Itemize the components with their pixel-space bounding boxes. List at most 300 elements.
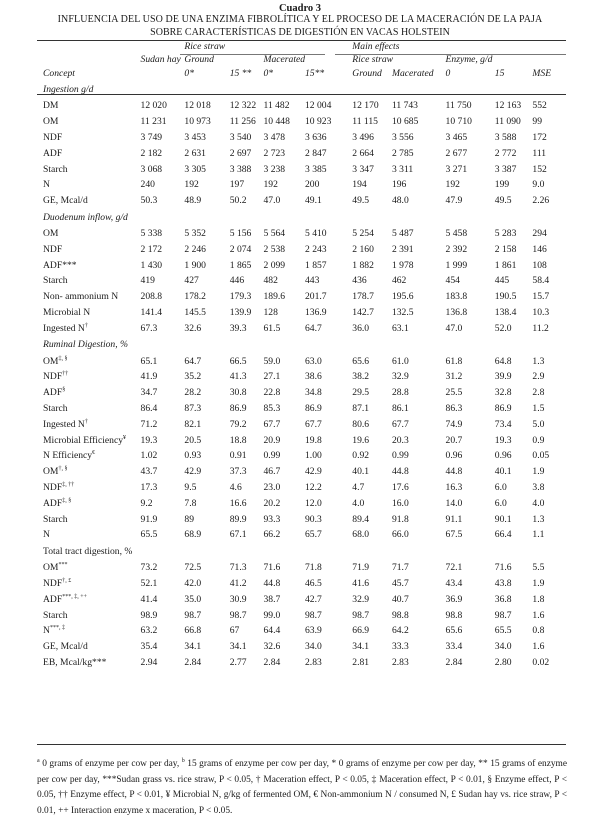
table-cell: 11 231 [140, 116, 167, 128]
row-label-text: OM [43, 227, 59, 239]
table-cell: 10 448 [263, 116, 290, 128]
section-title: Duodenum inflow, g/d [43, 211, 128, 223]
table-cell: 85.3 [263, 402, 281, 414]
table-cell: 86.9 [494, 402, 512, 414]
table-cell: 40.1 [494, 466, 512, 478]
table-cell: 7.8 [184, 497, 197, 509]
table-cell: 98.7 [184, 609, 202, 621]
table-cell: 44.8 [391, 466, 409, 478]
row-label [37, 480, 141, 496]
table-cell: 30.9 [229, 593, 247, 605]
table-row [37, 495, 566, 511]
table-cell: 12 322 [229, 100, 257, 112]
table-number: Cuadro 3 [278, 3, 322, 14]
row-label-text: DM [43, 100, 59, 112]
row-label [37, 130, 141, 146]
table-cell: 65.5 [494, 625, 512, 637]
table-cell: 294 [532, 227, 547, 239]
table-cell: 139.9 [229, 306, 252, 318]
table-cell: 34.8 [305, 387, 322, 399]
table-cell: 98.7 [352, 609, 370, 621]
row-label [37, 607, 141, 623]
table-cell: 27.1 [263, 371, 281, 383]
header-ground: Ground [184, 54, 214, 65]
table-cell: 3 478 [263, 131, 286, 143]
row-label-text: Microbial Efficiency [43, 434, 124, 446]
table-cell: 4.0 [532, 497, 545, 509]
table-cell: 90.1 [494, 513, 512, 525]
table-cell: 0.99 [263, 450, 281, 462]
table-cell: 443 [305, 275, 320, 287]
table-row [37, 353, 566, 369]
table-cell: 86.9 [305, 402, 322, 414]
table-cell: 89.9 [229, 513, 247, 525]
table-row [37, 145, 566, 161]
row-label [37, 527, 141, 543]
footnote-b-marker: b [181, 758, 185, 764]
table-cell: 11 115 [352, 116, 378, 128]
table-cell: 71.6 [263, 562, 281, 574]
table-row [37, 241, 566, 257]
table-cell: 208.8 [140, 291, 163, 303]
row-label-text: NDF [43, 481, 63, 493]
table-cell: 64.2 [391, 625, 409, 637]
table-cell: 2.80 [494, 656, 512, 668]
table-cell: 33.4 [445, 641, 463, 653]
table-cell: 67.7 [305, 418, 322, 430]
row-label-marker: ***, ‡, ++ [62, 593, 87, 600]
table-cell: 15.7 [532, 291, 550, 303]
row-label-text: OM [43, 355, 59, 367]
table-cell: 5.5 [532, 562, 545, 574]
table-cell: 2.26 [532, 195, 550, 207]
table-row [37, 257, 566, 273]
table-cell: 2 158 [494, 243, 517, 255]
table-cell: 1.6 [532, 641, 545, 653]
table-cell: 9.2 [140, 497, 153, 509]
table-row [37, 576, 566, 592]
table-cell: 5 156 [229, 227, 252, 239]
table-cell: 30.8 [229, 387, 247, 399]
table-cell: 67.7 [263, 418, 281, 430]
section-row [37, 543, 566, 560]
table-cell: 63.1 [391, 322, 409, 334]
row-label-marker: *** [58, 562, 68, 569]
row-label-text: ADF [43, 497, 63, 509]
table-cell: 1 430 [140, 259, 163, 271]
table-cell: 9.5 [184, 481, 197, 493]
table-cell: 2 246 [184, 243, 206, 255]
row-label-marker: †, £ [62, 577, 72, 584]
table-cell: 132.5 [391, 306, 414, 318]
table-cell: 65.5 [140, 529, 158, 541]
table-cell: 11 750 [445, 100, 472, 112]
table-cell: 39.3 [229, 322, 247, 334]
table-cell: 3.8 [532, 481, 545, 493]
header-rice-straw: Rice straw [184, 41, 226, 52]
table-cell: 1.3 [532, 513, 545, 525]
table-cell: 18.8 [229, 434, 247, 446]
footnote [37, 757, 567, 819]
table-cell: 32.8 [494, 387, 512, 399]
table-cell: 240 [140, 179, 155, 191]
table-cell: 4.0 [352, 497, 365, 509]
table-cell: 41.9 [140, 371, 158, 383]
table-cell: 16.6 [229, 497, 247, 509]
table-cell: 82.1 [184, 418, 202, 430]
table-cell: 64.7 [184, 355, 202, 367]
table-cell: 61.8 [445, 355, 463, 367]
table-cell: 1.9 [532, 466, 545, 478]
table-cell: 71.9 [352, 562, 370, 574]
row-label-text: N [43, 179, 50, 191]
table-cell: 12 170 [352, 100, 379, 112]
table-cell: 138.4 [494, 306, 517, 318]
table-cell: 12 020 [140, 100, 167, 112]
table-cell: 189.6 [263, 291, 286, 303]
table-cell: 16.0 [391, 497, 409, 509]
table-cell: 0.8 [532, 625, 545, 637]
table-cell: 32.6 [263, 641, 281, 653]
table-cell: 34.0 [494, 641, 512, 653]
table-cell: 1.3 [532, 355, 545, 367]
table-cell: 67.7 [391, 418, 409, 430]
table-cell: 99 [532, 116, 542, 128]
table-cell: 48.9 [184, 195, 202, 207]
table-cell: 3 636 [305, 131, 327, 143]
table-cell: 67.5 [445, 529, 463, 541]
table-cell: 38.7 [263, 593, 281, 605]
table-cell: 63.9 [305, 625, 322, 637]
table-cell: 136.8 [445, 306, 468, 318]
row-label-text: Starch [43, 402, 68, 414]
table-cell: 197 [229, 179, 245, 191]
table-cell: 41.2 [229, 577, 247, 589]
row-label-text: N Efficiency [43, 450, 93, 462]
table-cell: 3 453 [184, 131, 206, 143]
table-cell: 93.3 [263, 513, 281, 525]
table-cell: 142.7 [352, 306, 374, 318]
table-cell: 61.5 [263, 322, 281, 334]
table-cell: 73.4 [494, 418, 512, 430]
table-title-line1: INFLUENCIA DEL USO DE UNA ENZIMA FIBROLÍTICA Y EL PROCESO DE LA MACERACIÓN DE LA PAJA [57, 14, 543, 25]
table-row [37, 98, 566, 114]
row-label-text: NDF [43, 243, 63, 255]
table-cell: 66.9 [352, 625, 370, 637]
table-cell: 66.8 [184, 625, 202, 637]
table-cell: 1 900 [184, 259, 206, 271]
table-cell: 111 [532, 147, 547, 159]
table-cell: 32.9 [352, 593, 370, 605]
table-cell: 2.9 [532, 371, 545, 383]
table-cell: 3 305 [184, 163, 206, 175]
row-label [37, 385, 141, 401]
row-label-text: EB, Mcal/kg*** [43, 656, 107, 668]
table-cell: 2.83 [391, 656, 409, 668]
table-title-line2: SOBRE CARACTERÍSTICAS DE DIGESTIÓN EN VACAS HOLSTEIN [150, 27, 450, 38]
table-cell: 2.77 [229, 656, 247, 668]
table-cell: 3 238 [263, 163, 286, 175]
table-cell: 3 749 [140, 131, 163, 143]
table-cell: 1.00 [305, 450, 322, 462]
table-cell: 65.6 [445, 625, 463, 637]
table-cell: 454 [445, 275, 460, 287]
table-cell: 98.8 [391, 609, 409, 621]
table-cell: 86.3 [445, 402, 463, 414]
table-cell: 44.8 [445, 466, 463, 478]
table-cell: 67.3 [140, 322, 158, 334]
table-row [37, 289, 566, 305]
table-cell: 2 677 [445, 147, 468, 159]
table-cell: 5 352 [184, 227, 206, 239]
table-row [37, 130, 566, 146]
table-cell: 40.1 [352, 466, 370, 478]
row-label-text: N [43, 529, 50, 541]
table-cell: 2.84 [263, 656, 281, 668]
table-cell: 37.3 [229, 466, 247, 478]
table-row [37, 273, 566, 289]
header-sudan-hay: Sudan hay [140, 54, 181, 65]
table-cell: 41.3 [229, 371, 247, 383]
footnote-text: 15 grams of enzyme per cow per day, * 0 grams of enzyme per cow per day, ** 15 grams of enzyme per cow per day, ***Sudan grass vs. rice straw, P < 0.05, † Maceration effect, P < 0.05, ‡ Maceration effect, P < 0.01, § Enzyme effect, P < 0.05, †† Enzyme effect, P < 0.01, ¥ Microbial N, g/kg of fermented OM, € Non-ammonium N / consumed N, £ Sudan hay vs. rice straw, P < 0.01, ++ Interaction enzyme x maceration, P < 0.05. [37, 759, 568, 816]
row-label [37, 369, 141, 385]
table-cell: 178.2 [184, 291, 206, 303]
table-cell: 71.8 [305, 562, 322, 574]
table-cell: 47.0 [263, 195, 281, 207]
table-cell: 71.7 [391, 562, 409, 574]
header-enzyme: Enzyme, g/d [445, 54, 493, 65]
table-cell: 0.92 [352, 450, 370, 462]
table-cell: 98.9 [140, 609, 158, 621]
table-cell: 86.4 [140, 402, 158, 414]
table-cell: 20.3 [391, 434, 409, 446]
table-cell: 4.6 [229, 481, 242, 493]
table-cell: 2.84 [184, 656, 202, 668]
row-label [37, 591, 141, 607]
table-cell: 2 392 [445, 243, 468, 255]
row-label-marker: ¥ [123, 434, 127, 441]
table-cell: 32.6 [184, 322, 202, 334]
table-cell: 36.8 [494, 593, 512, 605]
table-cell: 11.2 [532, 322, 549, 334]
header-sub-3: 15** [305, 68, 325, 79]
table-row [37, 226, 566, 242]
table-cell: 20.2 [263, 497, 281, 509]
row-label [37, 320, 141, 336]
row-label-text: NDF [43, 577, 63, 589]
header-row-1 [37, 40, 566, 53]
table-cell: 5 487 [391, 227, 414, 239]
table-cell: 31.2 [445, 371, 463, 383]
table-cell: 552 [532, 100, 547, 112]
table-row [37, 448, 566, 464]
table-cell: 17.3 [140, 481, 158, 493]
table-cell: 61.0 [391, 355, 409, 367]
table-cell: 2 074 [229, 243, 252, 255]
table-cell: 19.8 [305, 434, 322, 446]
table-cell: 2 772 [494, 147, 517, 159]
table-cell: 44.8 [263, 577, 281, 589]
section-row [37, 209, 566, 226]
table-cell: 20.9 [263, 434, 281, 446]
table-cell: 2 099 [263, 259, 286, 271]
table-body [37, 40, 566, 670]
table-row [37, 320, 566, 336]
table-cell: 71.2 [140, 418, 158, 430]
header-sub-4: Ground [352, 68, 382, 79]
row-label-text: Ingested N [43, 418, 85, 430]
table-cell: 6.0 [494, 497, 507, 509]
table-cell: 12.2 [305, 481, 322, 493]
table-cell: 74.9 [445, 418, 463, 430]
row-label-text: GE, Mcal/d [43, 195, 88, 207]
row-label-text: Starch [43, 513, 68, 525]
table-row [37, 161, 566, 177]
table-cell: 2.81 [352, 656, 370, 668]
table-cell: 3 540 [229, 131, 252, 143]
table-row [37, 193, 566, 209]
row-label [37, 241, 141, 257]
table-cell: 1 857 [305, 259, 327, 271]
table-cell: 3 556 [391, 131, 414, 143]
row-label-marker: ***, ‡ [49, 625, 65, 632]
row-label-text: Microbial N [43, 306, 91, 318]
table-cell: 64.8 [494, 355, 512, 367]
row-label [37, 464, 141, 480]
table-cell: 42.9 [305, 466, 322, 478]
table-cell: 2 243 [305, 243, 327, 255]
table-cell: 71.6 [494, 562, 512, 574]
table-cell: 3 388 [229, 163, 252, 175]
row-label-text: ADF [43, 387, 63, 399]
table-cell: 14.0 [445, 497, 463, 509]
table-cell: 194 [352, 179, 367, 191]
table-cell: 1.6 [532, 609, 545, 621]
table-cell: 86.9 [229, 402, 247, 414]
table-cell: 195.6 [391, 291, 414, 303]
row-label [37, 432, 141, 448]
table-cell: 1.1 [532, 529, 545, 541]
table-cell: 0.02 [532, 656, 550, 668]
table-cell: 35.0 [184, 593, 202, 605]
table-cell: 11 256 [229, 116, 256, 128]
table-cell: 5 283 [494, 227, 517, 239]
table-cell: 2 847 [305, 147, 327, 159]
table-cell: 152 [532, 163, 547, 175]
table-cell: 91.9 [140, 513, 158, 525]
table-cell: 462 [391, 275, 407, 287]
table-cell: 50.3 [140, 195, 158, 207]
table-cell: 98.8 [445, 609, 463, 621]
row-label-text: ADF [43, 147, 63, 159]
table-cell: 48.0 [391, 195, 409, 207]
table-cell: 42.9 [184, 466, 202, 478]
table-cell: 10 685 [391, 116, 419, 128]
table-cell: 65.1 [140, 355, 158, 367]
table-cell: 43.7 [140, 466, 158, 478]
table-cell: 419 [140, 275, 155, 287]
row-label-marker: †† [62, 371, 69, 378]
table-row [37, 114, 566, 130]
table-cell: 28.2 [184, 387, 202, 399]
row-label [37, 273, 141, 289]
table-cell: 1.9 [532, 577, 545, 589]
table-cell: 43.8 [494, 577, 512, 589]
table-cell: 32.9 [391, 371, 409, 383]
table-cell: 196 [391, 179, 407, 191]
table-cell: 482 [263, 275, 278, 287]
row-label-marker: § [62, 387, 66, 394]
table-cell: 141.4 [140, 306, 163, 318]
table-row [37, 177, 566, 193]
table-cell: 63.2 [140, 625, 158, 637]
table-cell: 89.4 [352, 513, 370, 525]
table-cell: 65.6 [352, 355, 370, 367]
table-cell: 12 163 [494, 100, 522, 112]
table-cell: 80.6 [352, 418, 370, 430]
table-row [37, 464, 566, 480]
table-row [37, 560, 566, 576]
row-label [37, 639, 141, 655]
table-cell: 33.3 [391, 641, 409, 653]
table-cell: 5 564 [263, 227, 286, 239]
table-cell: 86.1 [391, 402, 409, 414]
table-cell: 35.2 [184, 371, 202, 383]
table-cell: 38.2 [352, 371, 370, 383]
table-cell: 1.5 [532, 402, 545, 414]
row-label [37, 193, 141, 209]
row-label [37, 401, 141, 417]
table-cell: 192 [445, 179, 460, 191]
table-row [37, 432, 566, 448]
table-cell: 49.5 [494, 195, 512, 207]
data-table [37, 40, 566, 670]
table-row [37, 305, 566, 321]
table-row [37, 607, 566, 623]
table-cell: 6.0 [494, 481, 507, 493]
table-cell: 11 090 [494, 116, 521, 128]
table-cell: 11 743 [391, 100, 418, 112]
row-label-text: ADF [43, 593, 63, 605]
table-cell: 41.4 [140, 593, 158, 605]
table-cell: 71.3 [229, 562, 247, 574]
header-sub-5: Macerated [391, 68, 434, 79]
header-row-3 [37, 66, 566, 81]
table-cell: 3 387 [494, 163, 517, 175]
table-cell: 34.1 [184, 641, 202, 653]
table-cell: 5 338 [140, 227, 163, 239]
table-cell: 0.96 [445, 450, 463, 462]
table-cell: 40.7 [391, 593, 409, 605]
row-label-marker: † [84, 322, 88, 329]
row-label-text: GE, Mcal/d [43, 641, 88, 653]
header-main-effects: Main effects [352, 41, 400, 52]
table-cell: 9.0 [532, 179, 545, 191]
table-cell: 192 [263, 179, 278, 191]
table-cell: 46.7 [263, 466, 281, 478]
table-cell: 23.0 [263, 481, 281, 493]
table-cell: 3 496 [352, 131, 374, 143]
table-cell: 1 978 [391, 259, 414, 271]
table-cell: 0.91 [229, 450, 247, 462]
table-cell: 25.5 [445, 387, 463, 399]
table-cell: 1 999 [445, 259, 468, 271]
row-label-text: Non- ammonium N [43, 291, 119, 303]
table-cell: 2 538 [263, 243, 286, 255]
table-cell: 47.0 [445, 322, 463, 334]
footnote-a-text: 0 grams of enzyme per cow per day, [39, 759, 182, 769]
table-cell: 73.2 [140, 562, 158, 574]
